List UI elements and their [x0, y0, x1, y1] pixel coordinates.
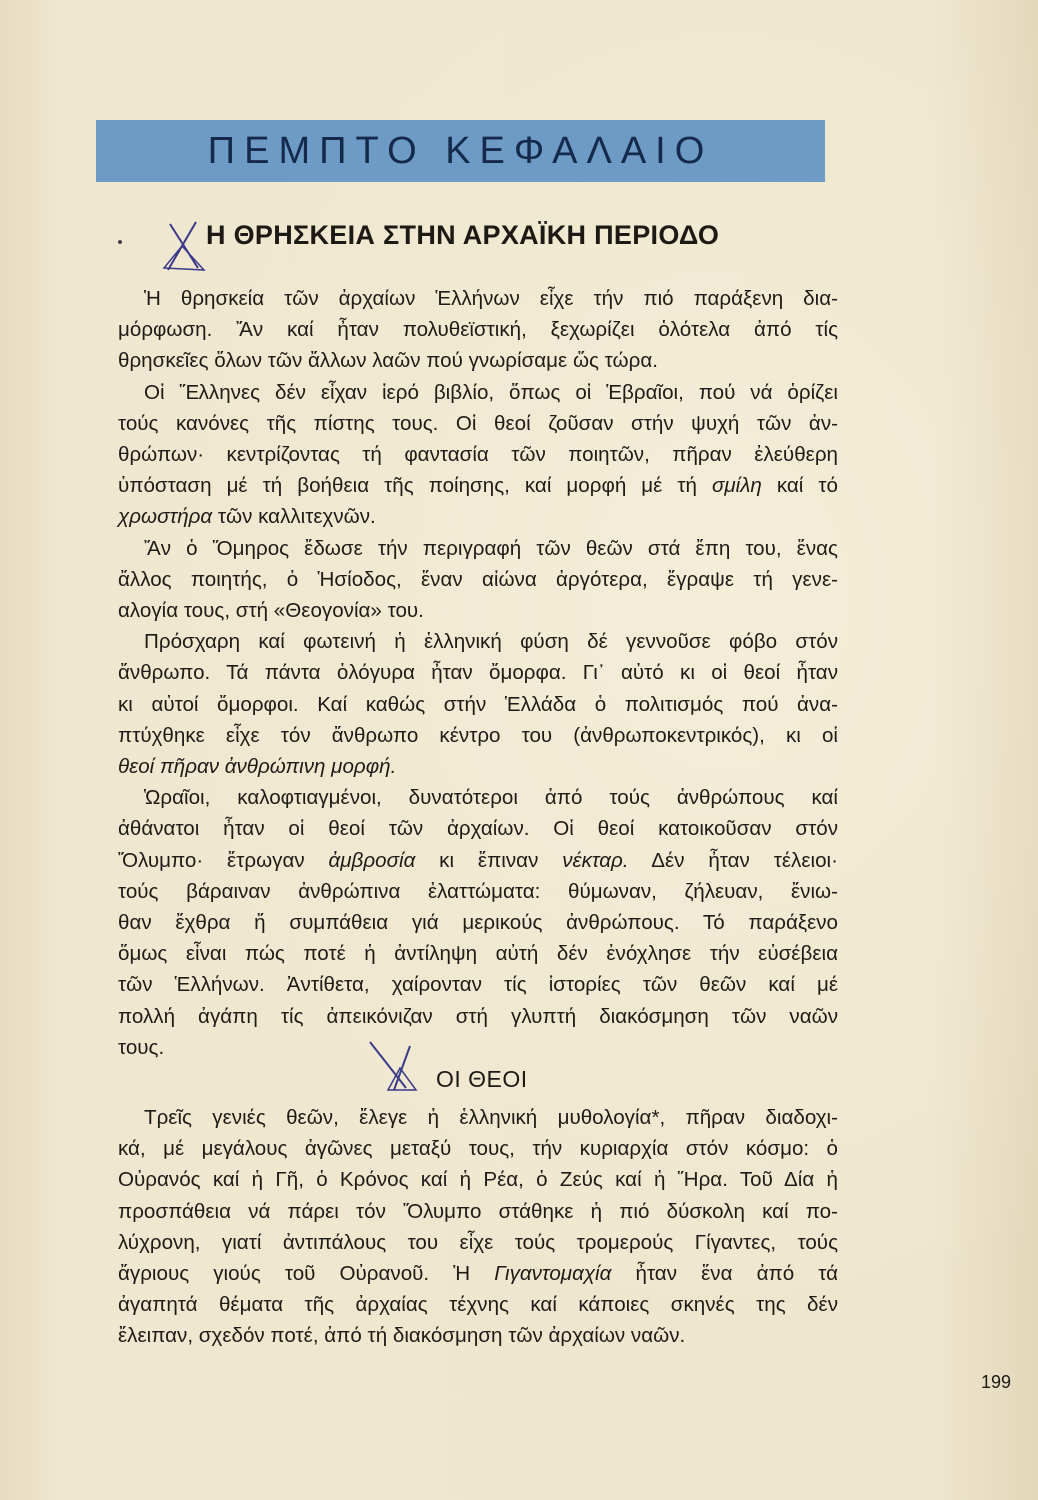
handwritten-x-mark-icon [158, 218, 208, 274]
page-number: 199 [981, 1372, 1012, 1392]
section-title: Η ΘΡΗΣΚΕΙΑ ΣΤΗΝ ΑΡΧΑΪΚΗ ΠΕΡΙΟΔΟ [206, 220, 720, 250]
text-line: θεοί πῆραν ἀνθρώπινη μορφή. [118, 755, 397, 779]
text-line: Ἡ θρησκεία τῶν ἀρχαίων Ἑλλήνων εἶχε τήν πιό παράξενη δια- [144, 287, 838, 310]
text-line: προσπάθεια νά πάρει τόν Ὄλυμπο στάθηκε ἡ πιό δύσκολη καί πο- [118, 1199, 838, 1223]
text-line: τῶν Ἑλλήνων. Ἀντίθετα, χαίρονταν τίς ἱστορίες τῶν θεῶν καί μέ [118, 973, 838, 997]
text-line: θρησκεῖες ὅλων τῶν ἄλλων λαῶν πού γνωρίσαμε ὥς τώρα. [118, 349, 658, 373]
chapter-banner [96, 120, 825, 182]
text-line: ἄγριους γιούς τοῦ Οὐρανοῦ. Ἡ Γιγαντομαχία ἦταν ἕνα ἀπό τά [118, 1262, 838, 1286]
chapter-heading: ΠΕΜΠΤΟ ΚΕΦΑΛΑΙΟ [207, 129, 714, 172]
text-line: ἄνθρωπο. Τά πάντα ὁλόγυρα ἦταν ὄμορφα. Γι᾽ αὐτό κι οἱ θεοί ἦταν [118, 661, 838, 685]
text-line: πτύχθηκε εἶχε τόν ἄνθρωπο κέντρο του (ἀνθρωποκεντρικός), κι οἱ [118, 723, 838, 747]
text-line: χρωστήρα τῶν καλλιτεχνῶν. [118, 505, 376, 529]
text-line: ἀθάνατοι ἦταν οἱ θεοί τῶν ἀρχαίων. Οἱ θεοί κατοικοῦσαν στόν [118, 817, 838, 841]
text-line: πολλή ἀγάπη τίς ἀπεικόνιζαν στή γλυπτή διακόσμηση τῶν ναῶν [118, 1004, 838, 1028]
text-line: τούς βάραιναν ἀνθρώπινα ἐλαττώματα: θύμωναν, ζήλευαν, ἔνιω- [118, 879, 838, 903]
text-line: Πρόσχαρη καί φωτεινή ἡ ἑλληνική φύση δέ γεννοῦσε φόβο στόν [144, 630, 838, 654]
margin-dot [118, 240, 122, 244]
text-line: ἀγαπητά θέματα τῆς ἀρχαίας τέχνης καί κάποιες σκηνές της δέν [118, 1293, 838, 1317]
text-line: ἔλειπαν, σχεδόν ποτέ, ἀπό τή διακόσμηση τῶν ἀρχαίων ναῶν. [118, 1324, 686, 1348]
text-line: Οἱ Ἕλληνες δέν εἶχαν ἱερό βιβλίο, ὅπως οἱ Ἑβραῖοι, πού νά ὁρίζει [144, 380, 838, 404]
text-line: Ἄν ὁ Ὅμηρος ἔδωσε τήν περιγραφή τῶν θεῶν στά ἔπη του, ἕνας [144, 536, 838, 560]
text-line: ὅμως εἶναι πώς ποτέ ἡ ἀντίληψη αὐτή δέν ἐνόχλησε τήν εὐσέβεια [118, 942, 838, 966]
text-line: κά, μέ μεγάλους ἀγῶνες μεταξύ τους, τήν κυριαρχία στόν κόσμο: ὁ [118, 1137, 838, 1161]
handwritten-x-mark-icon [366, 1038, 436, 1098]
section-body [118, 283, 838, 1063]
text-line: Οὐρανός καί ἡ Γῆ, ὁ Κρόνος καί ἡ Ρέα, ὁ Ζεύς καί ἡ Ἥρα. Τοῦ Δία ἡ [118, 1168, 838, 1192]
subsection-title: ΟΙ ΘΕΟΙ [436, 1066, 528, 1092]
text-line: θαν ἔχθρα ἤ συμπάθεια γιά μερικούς ἀνθρώπους. Τό παράξενο [118, 911, 838, 935]
text-line: κι αὐτοί ὄμορφοι. Καί καθώς στήν Ἑλλάδα ὁ πολιτισμός πού ἀνα- [118, 692, 838, 716]
text-line: τούς κανόνες τῆς πίστης τους. Οἱ θεοί ζοῦσαν στήν ψυχή τῶν ἀν- [118, 411, 838, 435]
text-line: μόρφωση. Ἄν καί ἦταν πολυθεϊστική, ξεχωρίζει ὁλότελα ἀπό τίς [118, 318, 838, 342]
subsection-body [118, 1102, 838, 1352]
text-line: Ὡραῖοι, καλοφτιαγμένοι, δυνατότεροι ἀπό τούς ἀνθρώπους καί [144, 786, 838, 810]
text-line: τους. [118, 1035, 165, 1059]
text-line: ἄλλος ποιητής, ὁ Ἡσίοδος, ἕναν αἰώνα ἀργότερα, ἔγραψε τή γενε- [118, 567, 838, 591]
text-line: αλογία τους, στή «Θεογονία» του. [118, 599, 424, 623]
text-line: λύχρονη, γιατί ἀντιπάλους του εἶχε τούς τρομερούς Γίγαντες, τούς [118, 1230, 838, 1254]
text-line: Τρεῖς γενιές θεῶν, ἔλεγε ἡ ἑλληνική μυθολογία*, πῆραν διαδοχι- [144, 1106, 838, 1129]
text-line: θρώπων· κεντρίζοντας τή φαντασία τῶν ποιητῶν, πῆραν ἐλεύθερη [118, 443, 838, 467]
text-line: ὑπόσταση μέ τή βοήθεια τῆς ποίησης, καί μορφή μέ τή σμίλη καί τό [118, 474, 838, 498]
text-line: Ὄλυμπο· ἔτρωγαν ἀμβροσία κι ἔπιναν νέκταρ. Δέν ἦταν τέλειοι· [118, 848, 838, 872]
